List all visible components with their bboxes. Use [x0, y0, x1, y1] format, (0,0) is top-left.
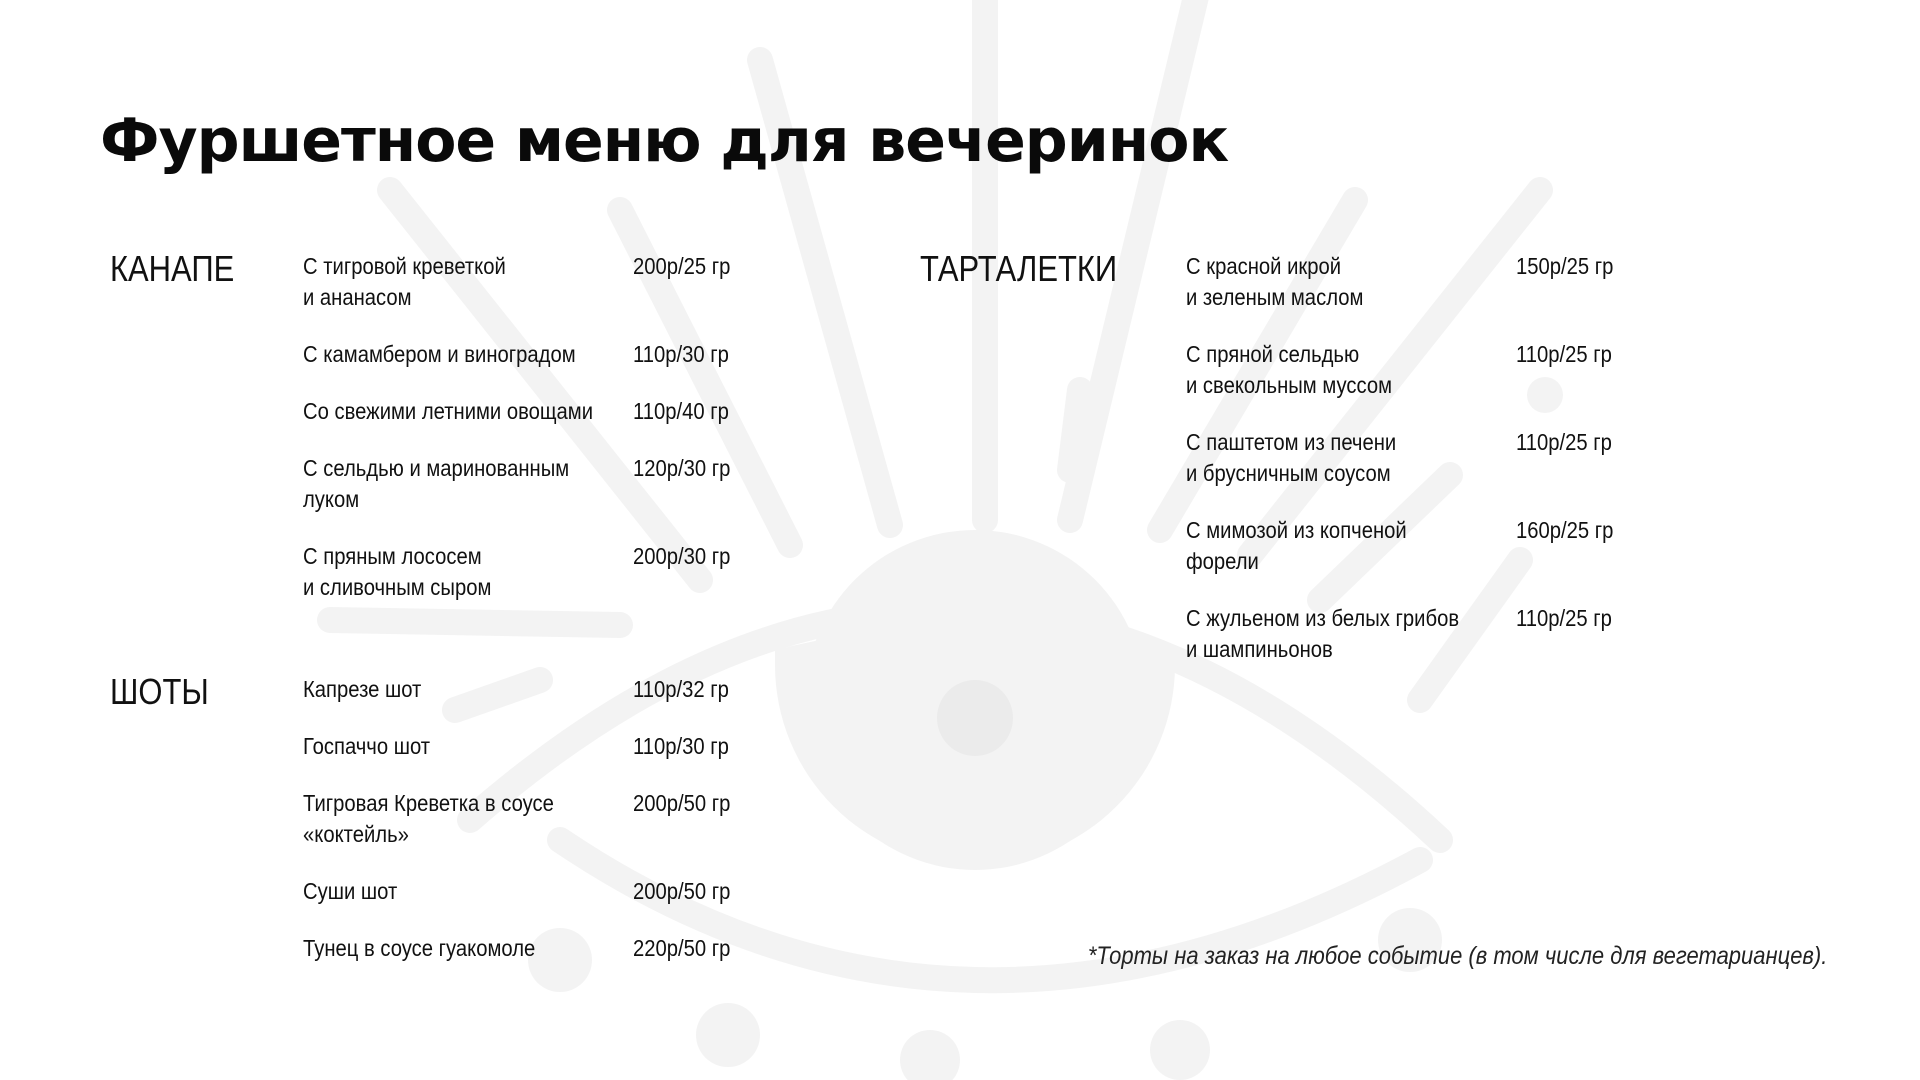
menu-item — [303, 788, 823, 850]
menu-item-name: Со свежими летними овощами — [303, 398, 594, 424]
menu-item-price: 110р/32 гр — [633, 676, 729, 702]
section-label-tartlets: ТАРТАЛЕТКИ — [920, 248, 1118, 289]
menu-item-name: Суши шот — [303, 878, 398, 904]
menu-item — [303, 339, 823, 370]
menu-item — [1186, 603, 1706, 665]
menu-item — [1186, 251, 1706, 313]
menu-item-name: С пряной сельдью и свекольным муссом — [1186, 341, 1393, 398]
menu-item-price: 200р/50 гр — [633, 878, 731, 904]
menu-item-price: 150р/25 гр — [1516, 253, 1614, 279]
menu-item-name: Госпаччо шот — [303, 733, 431, 759]
menu-item-price: 200р/25 гр — [633, 253, 731, 279]
menu-item-name: С красной икрой и зеленым маслом — [1186, 253, 1364, 310]
menu-item — [303, 731, 823, 762]
footnote: *Торты на заказ на любое событие (в том числе для вегетарианцев). — [1087, 942, 1827, 970]
menu-item-name: С камамбером и виноградом — [303, 341, 576, 367]
menu-item-name: Тунец в соусе гуакомоле — [303, 935, 536, 961]
menu-item-name: С паштетом из печени и брусничным соусом — [1186, 429, 1397, 486]
menu-item-price: 110р/30 гр — [633, 733, 729, 759]
menu-item-price: 220р/50 гр — [633, 935, 731, 961]
page-title: Фуршетное меню для вечеринок — [100, 106, 1229, 176]
menu-item-name: С пряным лососем и сливочным сыром — [303, 543, 492, 600]
menu-item-name: Капрезе шот — [303, 676, 422, 702]
menu-item — [303, 453, 823, 515]
canape-items-list — [303, 251, 823, 629]
menu-item-price: 110р/25 гр — [1516, 341, 1612, 367]
menu-item — [303, 674, 823, 705]
menu-item-price: 120р/30 гр — [633, 455, 731, 481]
menu-item-price: 160р/25 гр — [1516, 517, 1614, 543]
menu-item — [303, 541, 823, 603]
menu-item-name: С сельдью и маринованным луком — [303, 455, 570, 512]
menu-item-price: 110р/40 гр — [633, 398, 729, 424]
section-label-canape: КАНАПЕ — [110, 248, 235, 289]
menu-item — [303, 396, 823, 427]
section-label-shots: ШОТЫ — [110, 671, 209, 712]
menu-item — [1186, 339, 1706, 401]
tartlets-items-list — [1186, 251, 1706, 691]
menu-item-price: 110р/25 гр — [1516, 605, 1612, 631]
menu-item-name: С тигровой креветкой и ананасом — [303, 253, 506, 310]
menu-item-price: 110р/25 гр — [1516, 429, 1612, 455]
shots-items-list — [303, 674, 823, 990]
menu-item — [1186, 515, 1706, 577]
menu-item — [303, 876, 823, 907]
menu-item-price: 200р/30 гр — [633, 543, 731, 569]
menu-item-name: Тигровая Креветка в соусе «коктейль» — [303, 790, 554, 847]
menu-item — [303, 251, 823, 313]
menu-item-price: 200р/50 гр — [633, 790, 731, 816]
menu-item — [1186, 427, 1706, 489]
menu-item-name: С мимозой из копченой форели — [1186, 517, 1407, 574]
menu-item — [303, 933, 823, 964]
menu-item-name: С жульеном из белых грибов и шампиньонов — [1186, 605, 1460, 662]
menu-item-price: 110р/30 гр — [633, 341, 729, 367]
